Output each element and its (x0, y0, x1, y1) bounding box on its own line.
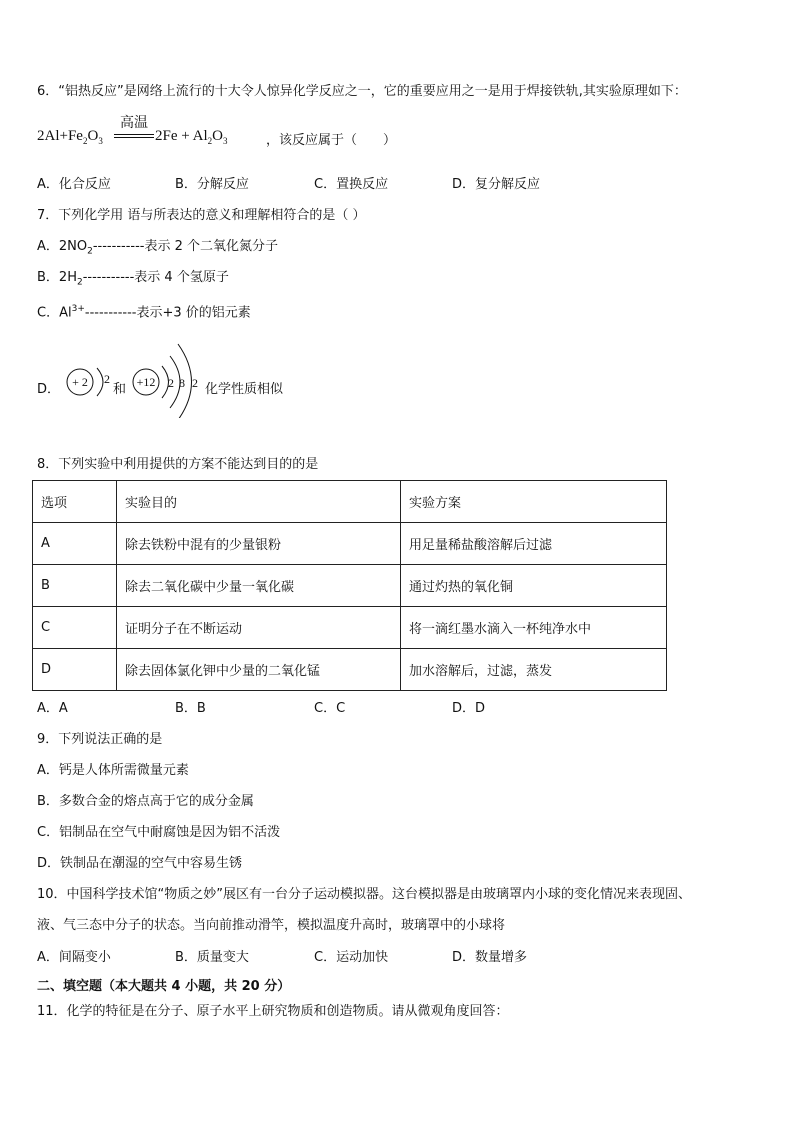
q10-stem-line2: 液、气三态中分子的状态。当向前推动滑竿，模拟温度升高时，玻璃罩中的小球将 (37, 918, 506, 933)
atom2-shell1-electrons: 2 (168, 376, 174, 390)
header-plan: 实验方案 (401, 481, 667, 523)
equals-bar-top (114, 134, 154, 135)
row-c-option: C (33, 607, 117, 649)
q8-stem: 8．下列实验中利用提供的方案不能达到目的的是 (37, 457, 319, 472)
q6-option-d[interactable]: D．复分解反应 (452, 177, 541, 192)
table-row (33, 607, 667, 649)
atom1-shell-arc (97, 368, 103, 396)
row-d-purpose: 除去固体氯化钾中少量的二氧化锰 (117, 649, 401, 691)
q9-option-b[interactable]: B．多数合金的熔点高于它的成分金属 (37, 794, 254, 809)
row-b-plan: 通过灼热的氧化铜 (401, 565, 667, 607)
equals-bar-bottom (114, 137, 154, 138)
q8-option-c[interactable]: C．C (314, 701, 346, 716)
row-d-option: D (33, 649, 117, 691)
q7-option-b[interactable]: B．$2H_2-----------$表示 4 个氢原子 (37, 270, 229, 288)
q7-d-statement: 化学性质相似 (205, 382, 284, 397)
table-row (33, 565, 667, 607)
row-b-option: B (33, 565, 117, 607)
q6-option-b[interactable]: B．分解反应 (175, 177, 249, 192)
table-row (33, 649, 667, 691)
q10-options (37, 949, 637, 967)
equation-reactants: $2Al+Fe_2O_3$ (37, 128, 103, 146)
q10-option-c[interactable]: C．运动加快 (314, 950, 389, 965)
row-a-purpose: 除去铁粉中混有的少量银粉 (117, 523, 401, 565)
row-d-plan: 加水溶解后，过滤，蒸发 (401, 649, 667, 691)
table-header-row (33, 481, 667, 523)
q9-stem: 9．下列说法正确的是 (37, 732, 163, 747)
row-a-plan: 用足量稀盐酸溶解后过滤 (401, 523, 667, 565)
q8-option-d[interactable]: D．D (452, 701, 486, 716)
atom-structure-diagrams (37, 338, 397, 418)
atom2-shell2-electrons: 8 (179, 376, 185, 390)
q6-question-tail: ，该反应属于（ ） (266, 133, 397, 148)
q7-option-d[interactable] (37, 338, 397, 418)
table-row (33, 523, 667, 565)
reaction-condition: 高温 (120, 115, 148, 131)
q7-d-label: D． (37, 382, 61, 397)
q8-options (37, 700, 637, 718)
atom2-nucleus-charge: +12 (136, 375, 156, 389)
q8-option-a[interactable]: A．A (37, 701, 68, 716)
row-c-plan: 将一滴红墨水滴入一杯纯净水中 (401, 607, 667, 649)
q6-option-a[interactable]: A．化合反应 (37, 177, 111, 192)
q7-stem: 7．下列化学用 语与所表达的意义和理解相符合的是（ ） (37, 208, 366, 223)
q6-option-c[interactable]: C．置换反应 (314, 177, 389, 192)
header-purpose: 实验目的 (117, 481, 401, 523)
q11-stem: 11．化学的特征是在分子、原子水平上研究物质和创造物质。请从微观角度回答： (37, 1004, 509, 1019)
atom1-nucleus-charge: + 2 (72, 375, 88, 389)
q10-option-a[interactable]: A．间隔变小 (37, 950, 111, 965)
q10-option-b[interactable]: B．质量变大 (175, 950, 249, 965)
q9-option-c[interactable]: C．铝制品在空气中耐腐蚀是因为铝不活泼 (37, 825, 281, 840)
equation-products: $2Fe + Al_2O_3$ (155, 128, 228, 146)
q6-stem: 6．“铝热反应”是网络上流行的十大令人惊异化学反应之一，它的重要应用之一是用于焊接铁轨,其实验原理如下： (37, 84, 687, 99)
atom2-shell3-electrons: 2 (192, 376, 198, 390)
q7-d-and: 和 (113, 382, 127, 397)
experiment-table (32, 480, 667, 691)
header-option: 选项 (33, 481, 117, 523)
row-b-purpose: 除去二氧化碳中少量一氧化碳 (117, 565, 401, 607)
q9-option-d[interactable]: D．铁制品在潮湿的空气中容易生锈 (37, 856, 243, 871)
q10-stem-line1: 10．中国科学技术馆“物质之妙”展区有一台分子运动模拟器。这台模拟器是由玻璃罩内小球的变化情况来表现固、 (37, 887, 692, 902)
q6-options (37, 176, 637, 194)
row-a-option: A (33, 523, 117, 565)
q8-option-b[interactable]: B．B (175, 701, 206, 716)
q7-option-c[interactable]: C．$Al^{3+}-----------$表示+3 价的铝元素 (37, 304, 251, 321)
q10-option-d[interactable]: D．数量增多 (452, 950, 528, 965)
q7-option-a[interactable]: A．$2NO_2-----------$表示 2 个二氧化氮分子 (37, 239, 278, 257)
q9-option-a[interactable]: A．钙是人体所需微量元素 (37, 763, 189, 778)
atom1-shell-electrons: 2 (104, 372, 110, 386)
row-c-purpose: 证明分子在不断运动 (117, 607, 401, 649)
section-title: 二、填空题（本大题共 4 小题，共 20 分） (37, 979, 291, 994)
